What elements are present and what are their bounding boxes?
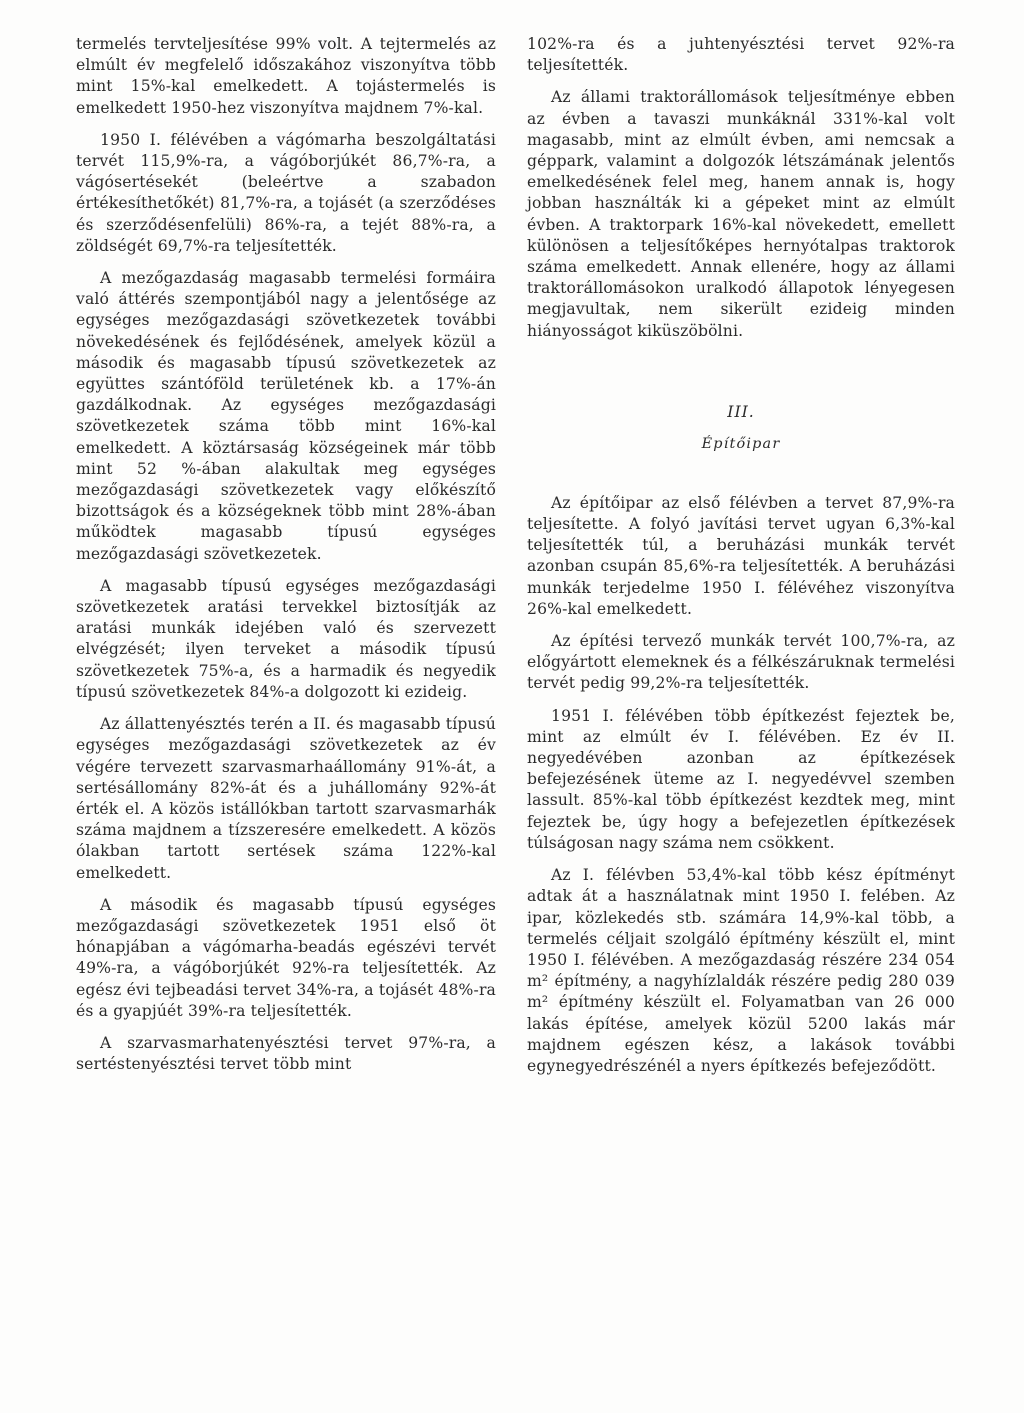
section-title: Építőipar [701, 435, 781, 452]
paragraph-1951-delivery: A második és magasabb típusú egységes mezőgazdasági szövetkezetek 1951 első öt hónapjában a vágómarha-beadás egészévi tervét 49%-ra, a vágóborjúkét 92%-ra teljesítették. Az egész évi tejbeadási tervet 34%-ra, a tojásét 48%-ra és a gyapjúét 39%-ra teljesítették. [76, 895, 496, 1020]
paragraph-buildings-handed-over: Az I. félévben 53,4%-kal több kész építményt adtak át a használatnak mint 1950 I. felében. Az ipar, közlekedés stb. számára 14,9%-kal több, a termelés céljait szolgáló építmény készült el, mint 1950 I. félévében. A mezőgazdaság részére 234 054 m² építmény, a nagyhízlaldák részére pedig 280 039 m² építmény készült el. Folyamatban van 26 000 lakás építése, amelyek közül 5200 lakás már majdnem egészen kész, a lakások további egynegyedrészénél a nyers építkezés befejeződött. [527, 866, 955, 1075]
paragraph-harvest-plans: A magasabb típusú egységes mezőgazdasági szövetkezetek aratási tervekkel biztosítják az aratási munkák idejében való és szervezett elvégzését; ilyen terveket a második típusú szövetkezetek 75%-a, és a harmadik és negyedik típusú szövetkezetek 84%-a dolgozott ki ezideig. [76, 576, 496, 701]
paragraph-completed-constructions: 1951 I. félévében több építkezést fejeztek be, mint az elmúlt év I. félévében. Ez év II. negyedévében azonban az építkezések befejezésének üteme az I. negyedévvel szemben lassult. 85%-kal több építkezést kezdtek meg, mint fejeztek be, úgy hogy a befejezetlen építkezések túlságosan nagy száma nem csökkent. [527, 706, 955, 852]
left-column [76, 34, 496, 1075]
paragraph-tractor-stations: Az állami traktorállomások teljesítménye ebben az évben a tavaszi munkáknál 331%-kal volt magasabb, mint az elmúlt évben, ami nemcsak a géppark, valamint a dolgozók létszámának jelentős emelkedésének felel meg, hanem annak is, hogy jobban használták ki a gépeket mint az elmúlt évben. A traktorpark 16%-kal növekedett, emellett különösen a teljesítőképes hernyótalpas traktorok száma emelkedett. Annak ellenére, hogy az állami traktorállomásokon uralkodó állapotok lényegesen megjavultak, nem sikerült ezideig minden hiányosságot kiküszöbölni. [527, 88, 955, 340]
paragraph-sheep-breeding: 102%-ra és a juhtenyésztési tervet 92%-ra teljesítették. [527, 35, 955, 75]
paragraph-construction-plan: Az építőipar az első félévben a tervet 87,9%-ra teljesítette. A folyó javítási tervet ugyan 6,3%-kal teljesítették túl, a beruházási munkák tervét azonban csupán 85,6%-ra teljesítették. A beruházási munkák terjedelme 1950 I. félévéhez viszonyítva 26%-kal emelkedett. [527, 493, 955, 618]
right-column [527, 34, 955, 1077]
paragraph-livestock: Az állattenyésztés terén a II. és magasabb típusú egységes mezőgazdasági szövetkezetek az év végére tervezett szarvasmarhaállomány 91%-át, a sertésállomány 82%-át és a juhállomány 92%-át érték el. A közös istállókban tartott szarvasmarhák száma majdnem a tízszeresére emelkedett. A közös ólakban tartott sertések száma 122%-kal emelkedett. [76, 715, 496, 882]
paragraph-design-work: Az építési tervező munkák tervét 100,7%-ra, az előgyártott elemeknek és a félkészáruknak termelési tervét pedig 99,2%-ra teljesítették. [527, 632, 955, 693]
section-number: III. [727, 402, 755, 421]
paragraph-cooperatives: A mezőgazdaság magasabb termelési formáira való áttérés szempontjából nagy a jelentősége az egységes mezőgazdasági szövetkezetek további növekedésének és fejlődésének, amelyek közül a második és magasabb típusú szövetkezetek az együttes szántóföld területének kb. a 17%-án gazdálkodnak. Az egységes mezőgazdasági szövetkezetek száma több mint 16%-kal emelkedett. A köztársaság községeinek már több mint 52 %-ában alakultak meg egységes mezőgazdasági szövetkezetek vagy előkészítő bizottságok és a községeknek több mint 28%-ában működtek magasabb típusú egységes mezőgazdasági szövetkezetek. [76, 269, 496, 563]
paragraph-continuation: termelés tervteljesítése 99% volt. A tejtermelés az elmúlt év megfelelő időszakához viszonyítva több mint 15%-kal emelkedett. A tojástermelés is emelkedett 1950-hez viszonyítva majdnem 7%-kal. [76, 35, 496, 117]
paragraph-breeding-plan: A szarvasmarhatenyésztési tervet 97%-ra, a sertéstenyésztési tervet több mint [76, 1033, 496, 1074]
paragraph-1950-delivery: 1950 I. félévében a vágómarha beszolgáltatási tervét 115,9%-ra, a vágóborjúkét 86,7%-ra, a vágósertésekét (beleértve a szabadon értékesíthetőkét) 81,7%-ra, a tojásét (a szerződéses és szerződésenfelüli) 86%-ra, a tejét 88%-ra, a zöldségét 69,7%-ra teljesítették. [76, 130, 496, 255]
section-heading [527, 402, 955, 455]
